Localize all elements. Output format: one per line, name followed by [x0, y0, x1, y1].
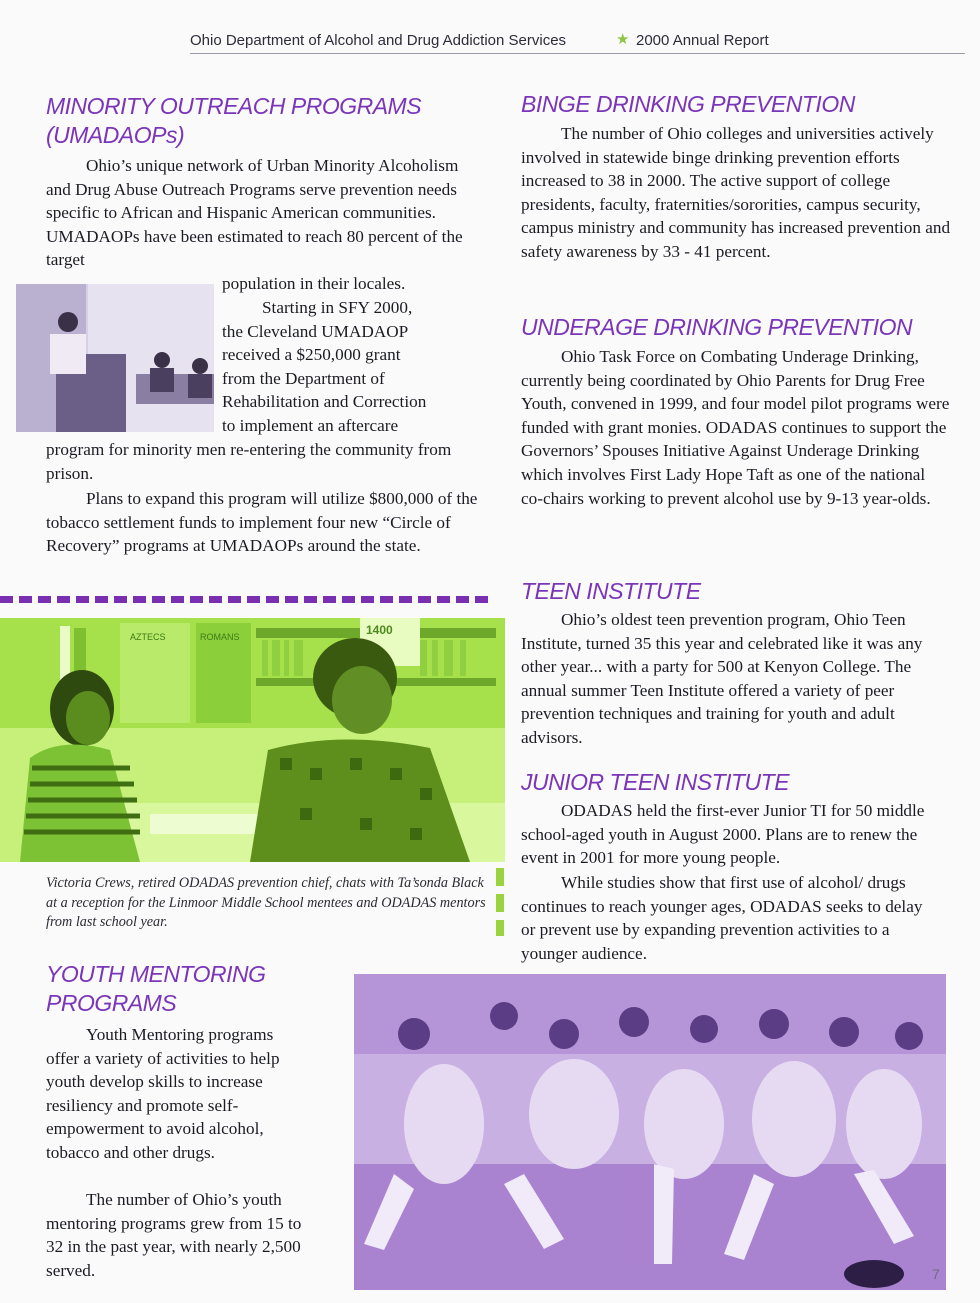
teen-institute-group-photo	[354, 974, 946, 1290]
purple-dash-divider	[0, 593, 500, 605]
photo-book-text-1400: 1400	[366, 623, 393, 637]
heading-teen-institute: TEEN INSTITUTE	[521, 578, 701, 604]
junior-paragraph-1: ODADAS held the first-ever Junior TI for 50 middle school-aged youth in August 2000. Plans are to renew the event in 2001 for more young people.	[521, 801, 925, 868]
minority-paragraph-1: Ohio’s unique network of Urban Minority Alcoholism and Drug Abuse Outreach Programs serve prevention needs specific to African and Hispanic American communities. UMADAOPs have been estimated to reach 80 percent of the target	[46, 156, 463, 270]
heading-junior-teen-institute: JUNIOR TEEN INSTITUTE	[521, 769, 790, 795]
photo-book-text-romans: ROMANS	[200, 632, 240, 642]
binge-paragraph: The number of Ohio colleges and universities actively involved in statewide binge drinking prevention efforts increased to 38 in 2000. The active support of college presidents, faculty, fraternities/sororities, campus security, campus ministry and community has increased prevention and safety awareness by 33 - 41 percent.	[521, 124, 951, 261]
header-rule	[190, 53, 965, 54]
green-marker	[496, 868, 504, 886]
header-title: Ohio Department of Alcohol and Drug Addiction Services	[190, 32, 567, 49]
page-number: 7	[932, 1266, 940, 1282]
youth-paragraph-2: The number of Ohio’s youth mentoring programs grew from 15 to 32 in the past year, with nearly 2,500 served.	[46, 1190, 302, 1280]
minority-paragraph-1-tail: population in their locales.	[222, 274, 406, 293]
mentoring-reception-photo	[0, 618, 505, 862]
minority-paragraph-2-wrapped: Starting in SFY 2000, the Cleveland UMADAOP received a $250,000 grant from the Department of Rehabilitation and Correction to implement an aftercare	[222, 298, 427, 435]
youth-paragraph-1: Youth Mentoring programs offer a variety of activities to help youth develop skills to increase resiliency and promote self-empowerment to avoid alcohol, tobacco and other drugs.	[46, 1025, 280, 1162]
running-header	[190, 30, 960, 54]
junior-paragraph-2: While studies show that first use of alcohol/ drugs continues to reach younger ages, ODADAS seeks to delay or prevent use by expanding prevention activities to a younger audience.	[521, 873, 923, 963]
umadaop-speaker-photo	[16, 284, 214, 432]
heading-binge-drinking: BINGE DRINKING PREVENTION	[521, 91, 855, 117]
underage-paragraph: Ohio Task Force on Combating Underage Drinking, currently being coordinated by Ohio Parents for Drug Free Youth, convened in 1999, and four model pilot programs were funded with grant monies. ODADAS continues to support the Governors’ Spouses Initiative Against Underage Drinking which involves First Lady Hope Taft as one of the national co-chairs working to prevent alcohol use by 9-13 year-olds.	[521, 347, 950, 508]
photo-caption: Victoria Crews, retired ODADAS prevention chief, chats with Ta’sonda Black at a reception for the Linmoor Middle School mentees and ODADAS mentors from last school year.	[46, 875, 486, 930]
heading-youth-mentoring: YOUTH MENTORING PROGRAMS	[46, 961, 266, 1016]
photo-book-text-aztecs: AZTECS	[130, 632, 166, 642]
minority-paragraph-3: Plans to expand this program will utilize $800,000 of the tobacco settlement funds to implement four new “Circle of Recovery” programs at UMADAOPs around the state.	[46, 489, 478, 556]
heading-minority-outreach: MINORITY OUTREACH PROGRAMS (UMADAOPs)	[46, 93, 422, 148]
green-marker	[496, 894, 504, 912]
minority-paragraph-2-tail: program for minority men re-entering the community from prison.	[46, 440, 452, 483]
green-marker	[496, 920, 504, 936]
heading-underage-drinking: UNDERAGE DRINKING PREVENTION	[521, 314, 913, 340]
header-report: 2000 Annual Report	[636, 32, 769, 49]
star-icon: ★	[616, 31, 630, 48]
teen-paragraph: Ohio’s oldest teen prevention program, Ohio Teen Institute, turned 35 this year and celebrated like it was any other year... with a party for 500 at Kenyon College. The annual summer Teen Institute offered a variety of peer prevention techniques and training for youth and adult advisors.	[521, 610, 923, 747]
